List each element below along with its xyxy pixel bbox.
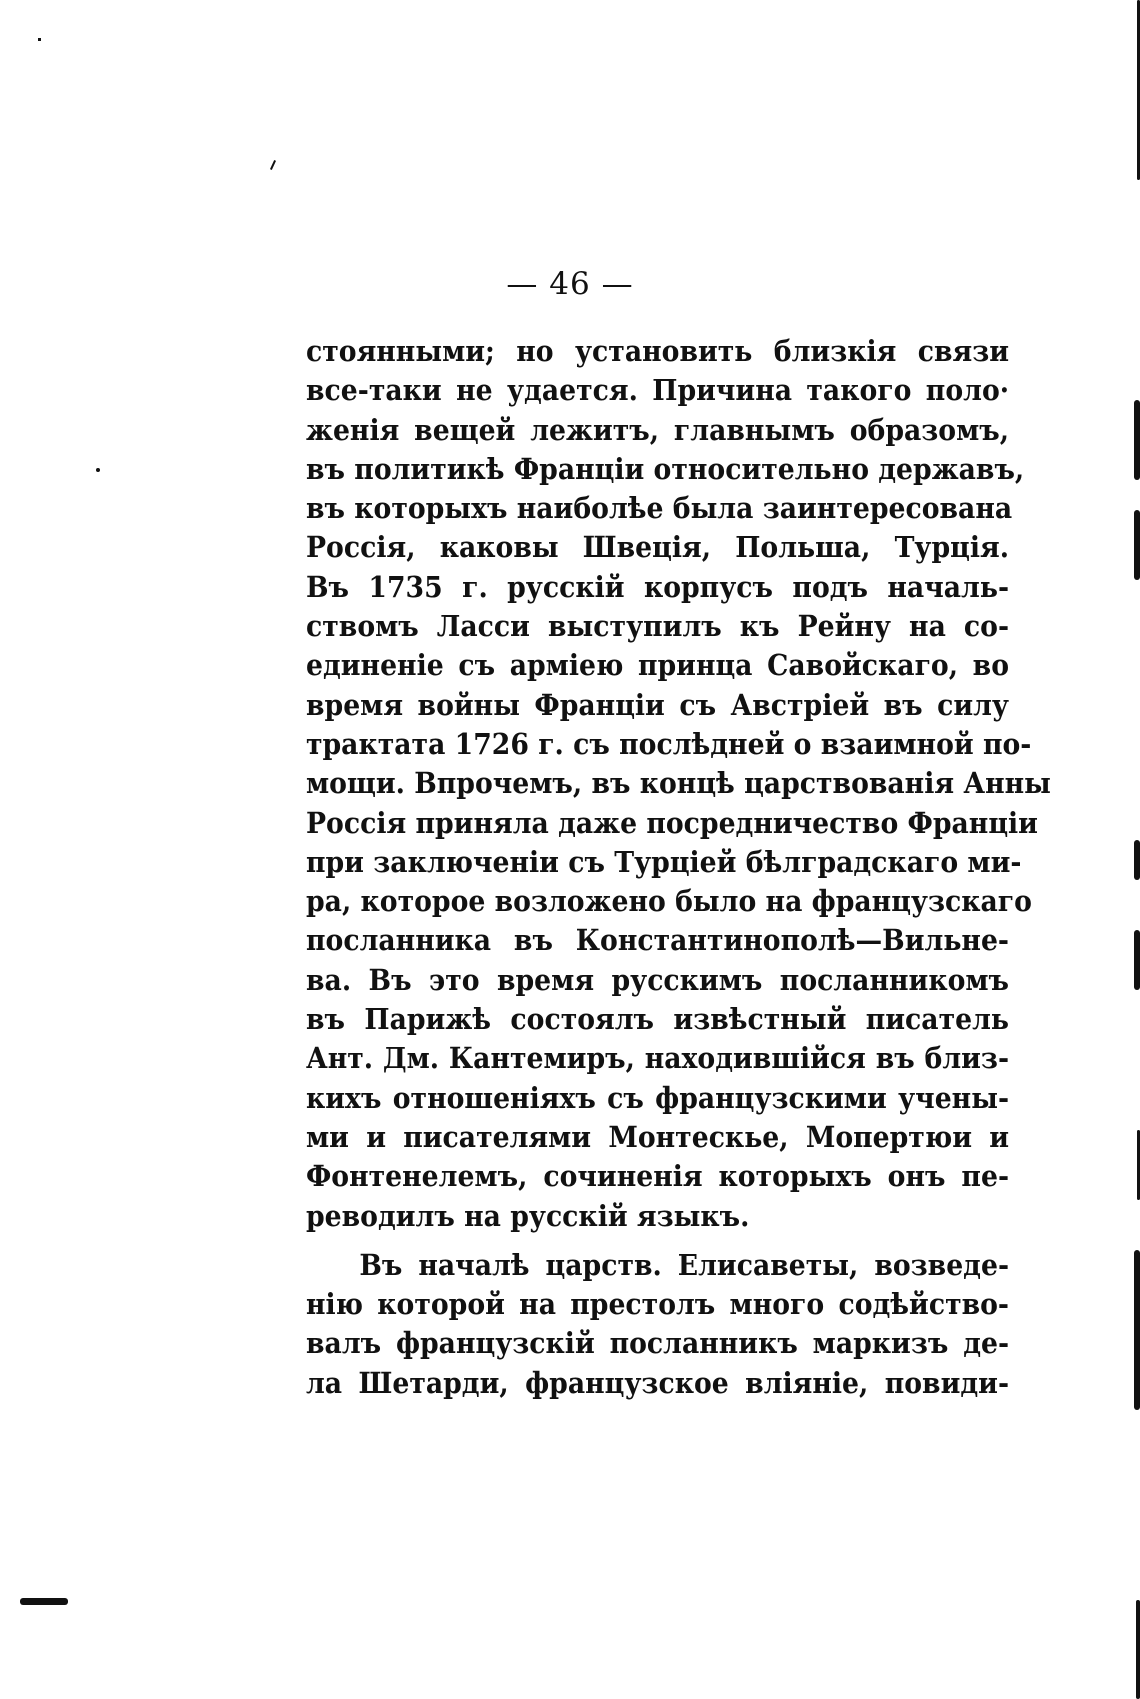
page-edge-shadow [1134,840,1140,880]
text-line: все-таки не удается. Причина такого поло· [306,373,1010,408]
text-line: Въ началѣ царств. Елисаветы, возведе- [359,1247,1010,1282]
page-edge-shadow [1134,930,1140,990]
text-line: въ которыхъ наиболѣе была заинтересована [306,491,1013,526]
text-line: при заключеніи съ Турціей бѣлградскаго ми- [306,844,1022,879]
text-line: нію которой на престолъ много содѣйство- [306,1287,1010,1322]
text-line: женія вещей лежитъ, главнымъ образомъ, [306,412,1010,447]
text-line: мощи. Впрочемъ, въ концѣ царствованія Анны [306,766,1051,801]
text-line: ла Шетарди, французское вліяніе, повиди- [306,1365,1010,1400]
text-line: ми и писателями Монтескье, Мопертюи и [306,1119,1010,1154]
text-line: Россія, каковы Швеція, Польша, Турція. [306,530,1010,565]
scan-speck [38,38,41,41]
body-text [306,332,1051,1403]
page-number: — 46 — [506,266,634,302]
text-line: Ант. Дм. Кантемиръ, находившійся въ близ- [306,1041,1010,1076]
page-edge-shadow [1134,1250,1140,1410]
text-line: въ политикѣ Франціи относительно державъ, [306,451,1025,486]
text-line: стоянными; но установить близкія связи [306,334,1010,368]
text-line: валъ французскій посланникъ маркизъ де- [306,1326,1010,1361]
text-line: Въ 1735 г. русскій корпусъ подъ началь- [306,569,1010,604]
text-line: время войны Франціи съ Австріей въ силу [306,687,1010,722]
text-line: ва. Въ это время русскимъ посланникомъ [306,962,1010,997]
text-line: ствомъ Ласси выступилъ къ Рейну на со- [306,609,1010,644]
text-line: посланника въ Константинополѣ—Вильне- [306,923,1010,958]
page-edge-shadow [1134,510,1140,580]
text-line: въ Парижѣ состоялъ извѣстный писатель [306,1002,1010,1037]
paragraph-gap [306,1236,1009,1246]
text-line: трактата 1726 г. съ послѣдней о взаимной по- [306,726,1032,761]
scan-speck [96,468,100,472]
text-line: ра, которое возложено было на французскаго [306,884,1032,919]
text-line: кихъ отношеніяхъ съ французскими учены- [306,1080,1010,1115]
text-line: единеніе съ арміею принца Савойскаго, во [306,648,1010,683]
paragraph-1 [306,332,1051,1236]
scan-smudge [20,1598,68,1605]
page-edge-shadow [1136,1600,1140,1699]
text-line: Фонтенелемъ, сочиненія которыхъ онъ пе- [306,1159,1010,1194]
text-line: реводилъ на русскій языкъ. [306,1198,750,1233]
paragraph-2 [306,1246,1009,1403]
scan-speck [270,160,276,170]
text-line: Россія приняла даже посредничество Франціи [306,805,1038,840]
page-edge-shadow [1134,400,1140,480]
